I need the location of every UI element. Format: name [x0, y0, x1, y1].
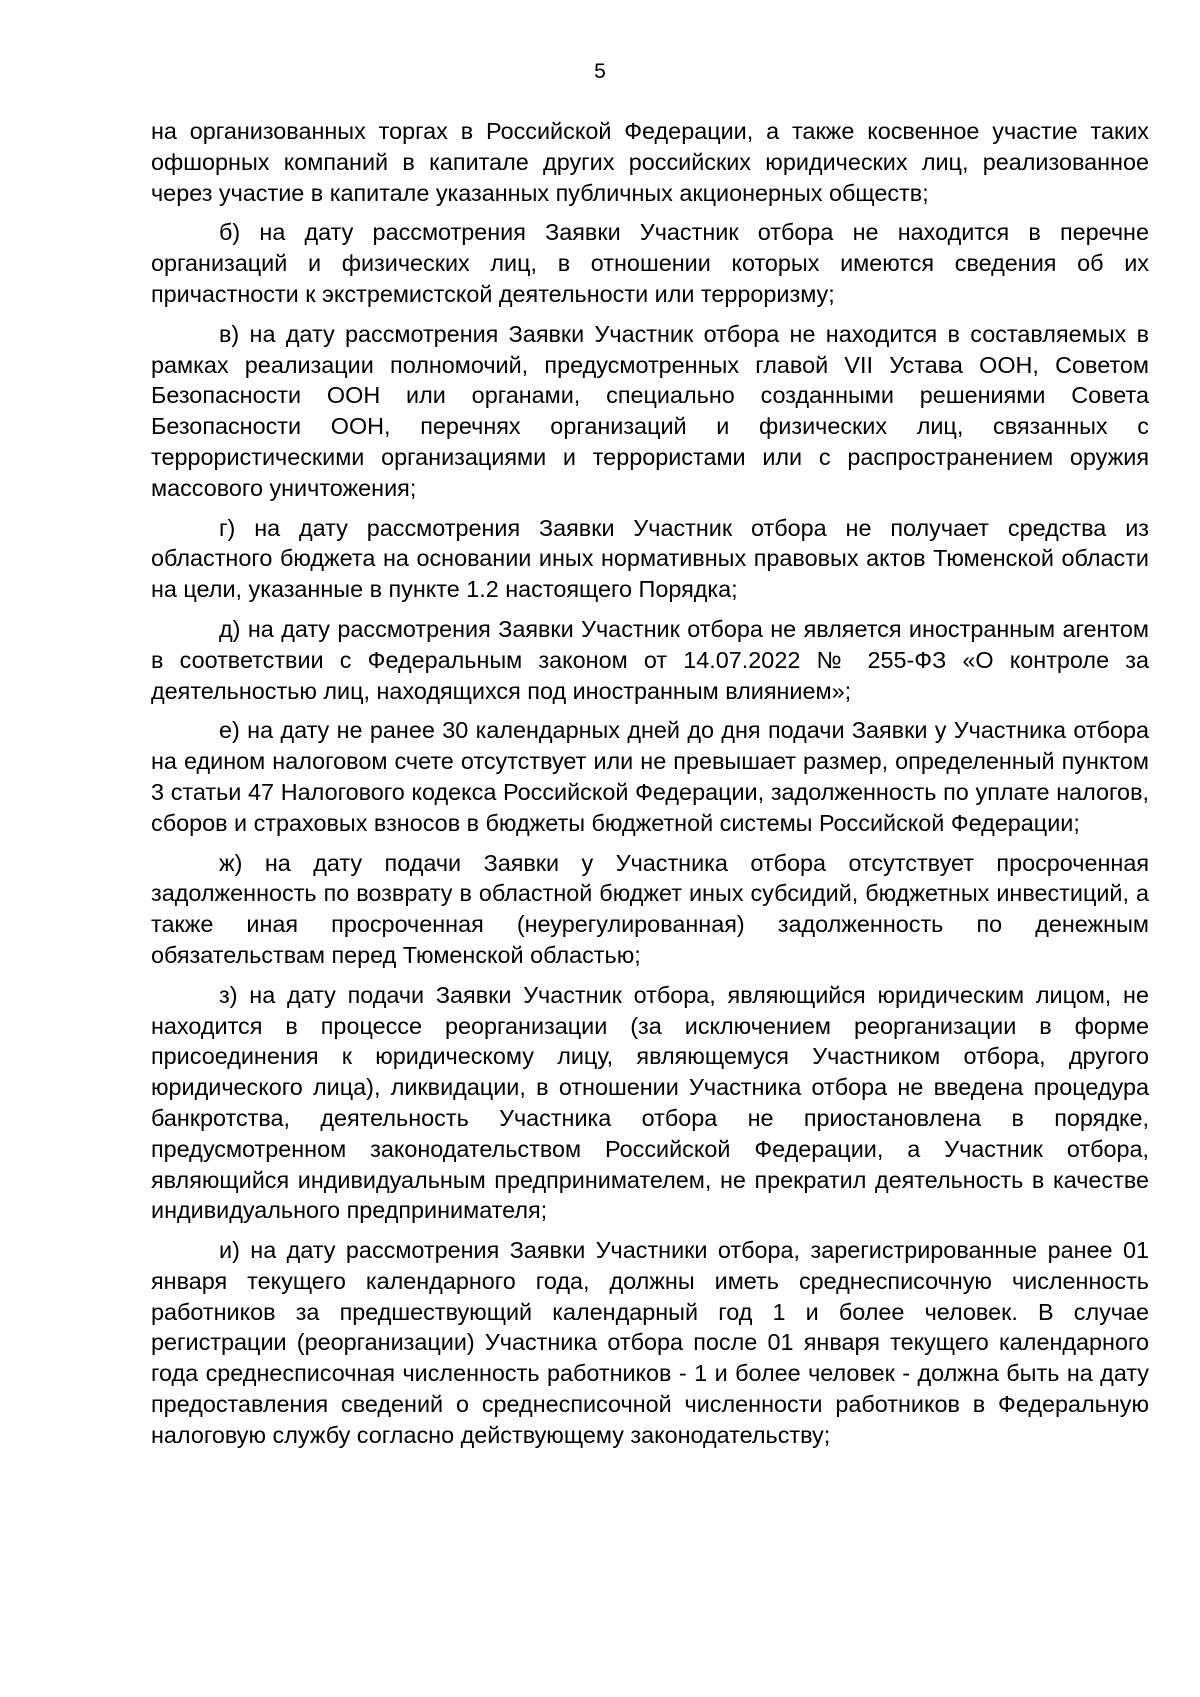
paragraph-continuation: на организованных торгах в Российской Федерации, а также косвенное участие таких офшорных компаний в капитале других российских юридических лиц, реализованное через участие в капитале указанных публичных акционерных обществ;	[151, 118, 1149, 206]
paragraph-item-i: и) на дату рассмотрения Заявки Участники отбора, зарегистрированные ранее 01 января текущего календарного года, должны иметь среднесписочную численность работников за предшествующий календарный год 1 и более человек. В случае регистрации (реорганизации) Участника отбора после 01 января текущего календарного года среднесписочная численность работников - 1 и более человек - должна быть на дату предоставления сведений о среднесписочной численности работников в Федеральную налоговую службу согласно действующему законодательству;	[151, 1237, 1149, 1448]
paragraph-item-zh: ж) на дату подачи Заявки у Участника отбора отсутствует просроченная задолженность по возврату в областной бюджет иных субсидий, бюджетных инвестиций, а также иная просроченная (неурегулированная) задолженность по денежным обязательствам перед Тюменской областью;	[151, 849, 1149, 968]
paragraph-item-g: г) на дату рассмотрения Заявки Участник отбора не получает средства из областного бюджета на основании иных нормативных правовых актов Тюменской области на цели, указанные в пункте 1.2 настоящего Порядка;	[151, 514, 1149, 603]
paragraph-item-e: е) на дату не ранее 30 календарных дней до дня подачи Заявки у Участника отбора на едином налоговом счете отсутствует или не превышает размер, определенный пунктом 3 статьи 47 Налогового кодекса Российской Федерации, задолженность по уплате налогов, сборов и страховых взносов в бюджеты бюджетной системы Российской Федерации;	[151, 717, 1149, 836]
paragraph-item-z: з) на дату подачи Заявки Участник отбора, являющийся юридическим лицом, не находится в процессе реорганизации (за исключением реорганизации в форме присоединения к юридическому лицу, являющемуся Участником отбора, другого юридического лица), ликвидации, в отношении Участника отбора не введена процедура банкротства, деятельность Участника отбора не приостановлена в порядке, предусмотренном законодательством Российской Федерации, а Участник отбора, являющийся индивидуальным предпринимателем, не прекратил деятельность в качестве индивидуального предпринимателя;	[151, 981, 1149, 1224]
paragraph-item-d: д) на дату рассмотрения Заявки Участник отбора не является иностранным агентом в соответствии с Федеральным законом от 14.07.2022 № 255-ФЗ «О контроле за деятельностью лиц, находящихся под иностранным влиянием»;	[151, 615, 1149, 704]
page-number: 5	[594, 60, 606, 83]
paragraph-item-v: в) на дату рассмотрения Заявки Участник отбора не находится в составляемых в рамках реализации полномочий, предусмотренных главой VII Устава ООН, Советом Безопасности ООН или органами, специально созданными решениями Совета Безопасности ООН, перечнях организаций и физических лиц, связанных с террористическими организациями и террористами или с распространением оружия массового уничтожения;	[151, 320, 1149, 501]
paragraph-item-b: б) на дату рассмотрения Заявки Участник отбора не находится в перечне организаций и физических лиц, в отношении которых имеются сведения об их причастности к экстремистской деятельности или терроризму;	[151, 219, 1149, 307]
document-body	[151, 116, 1149, 1451]
